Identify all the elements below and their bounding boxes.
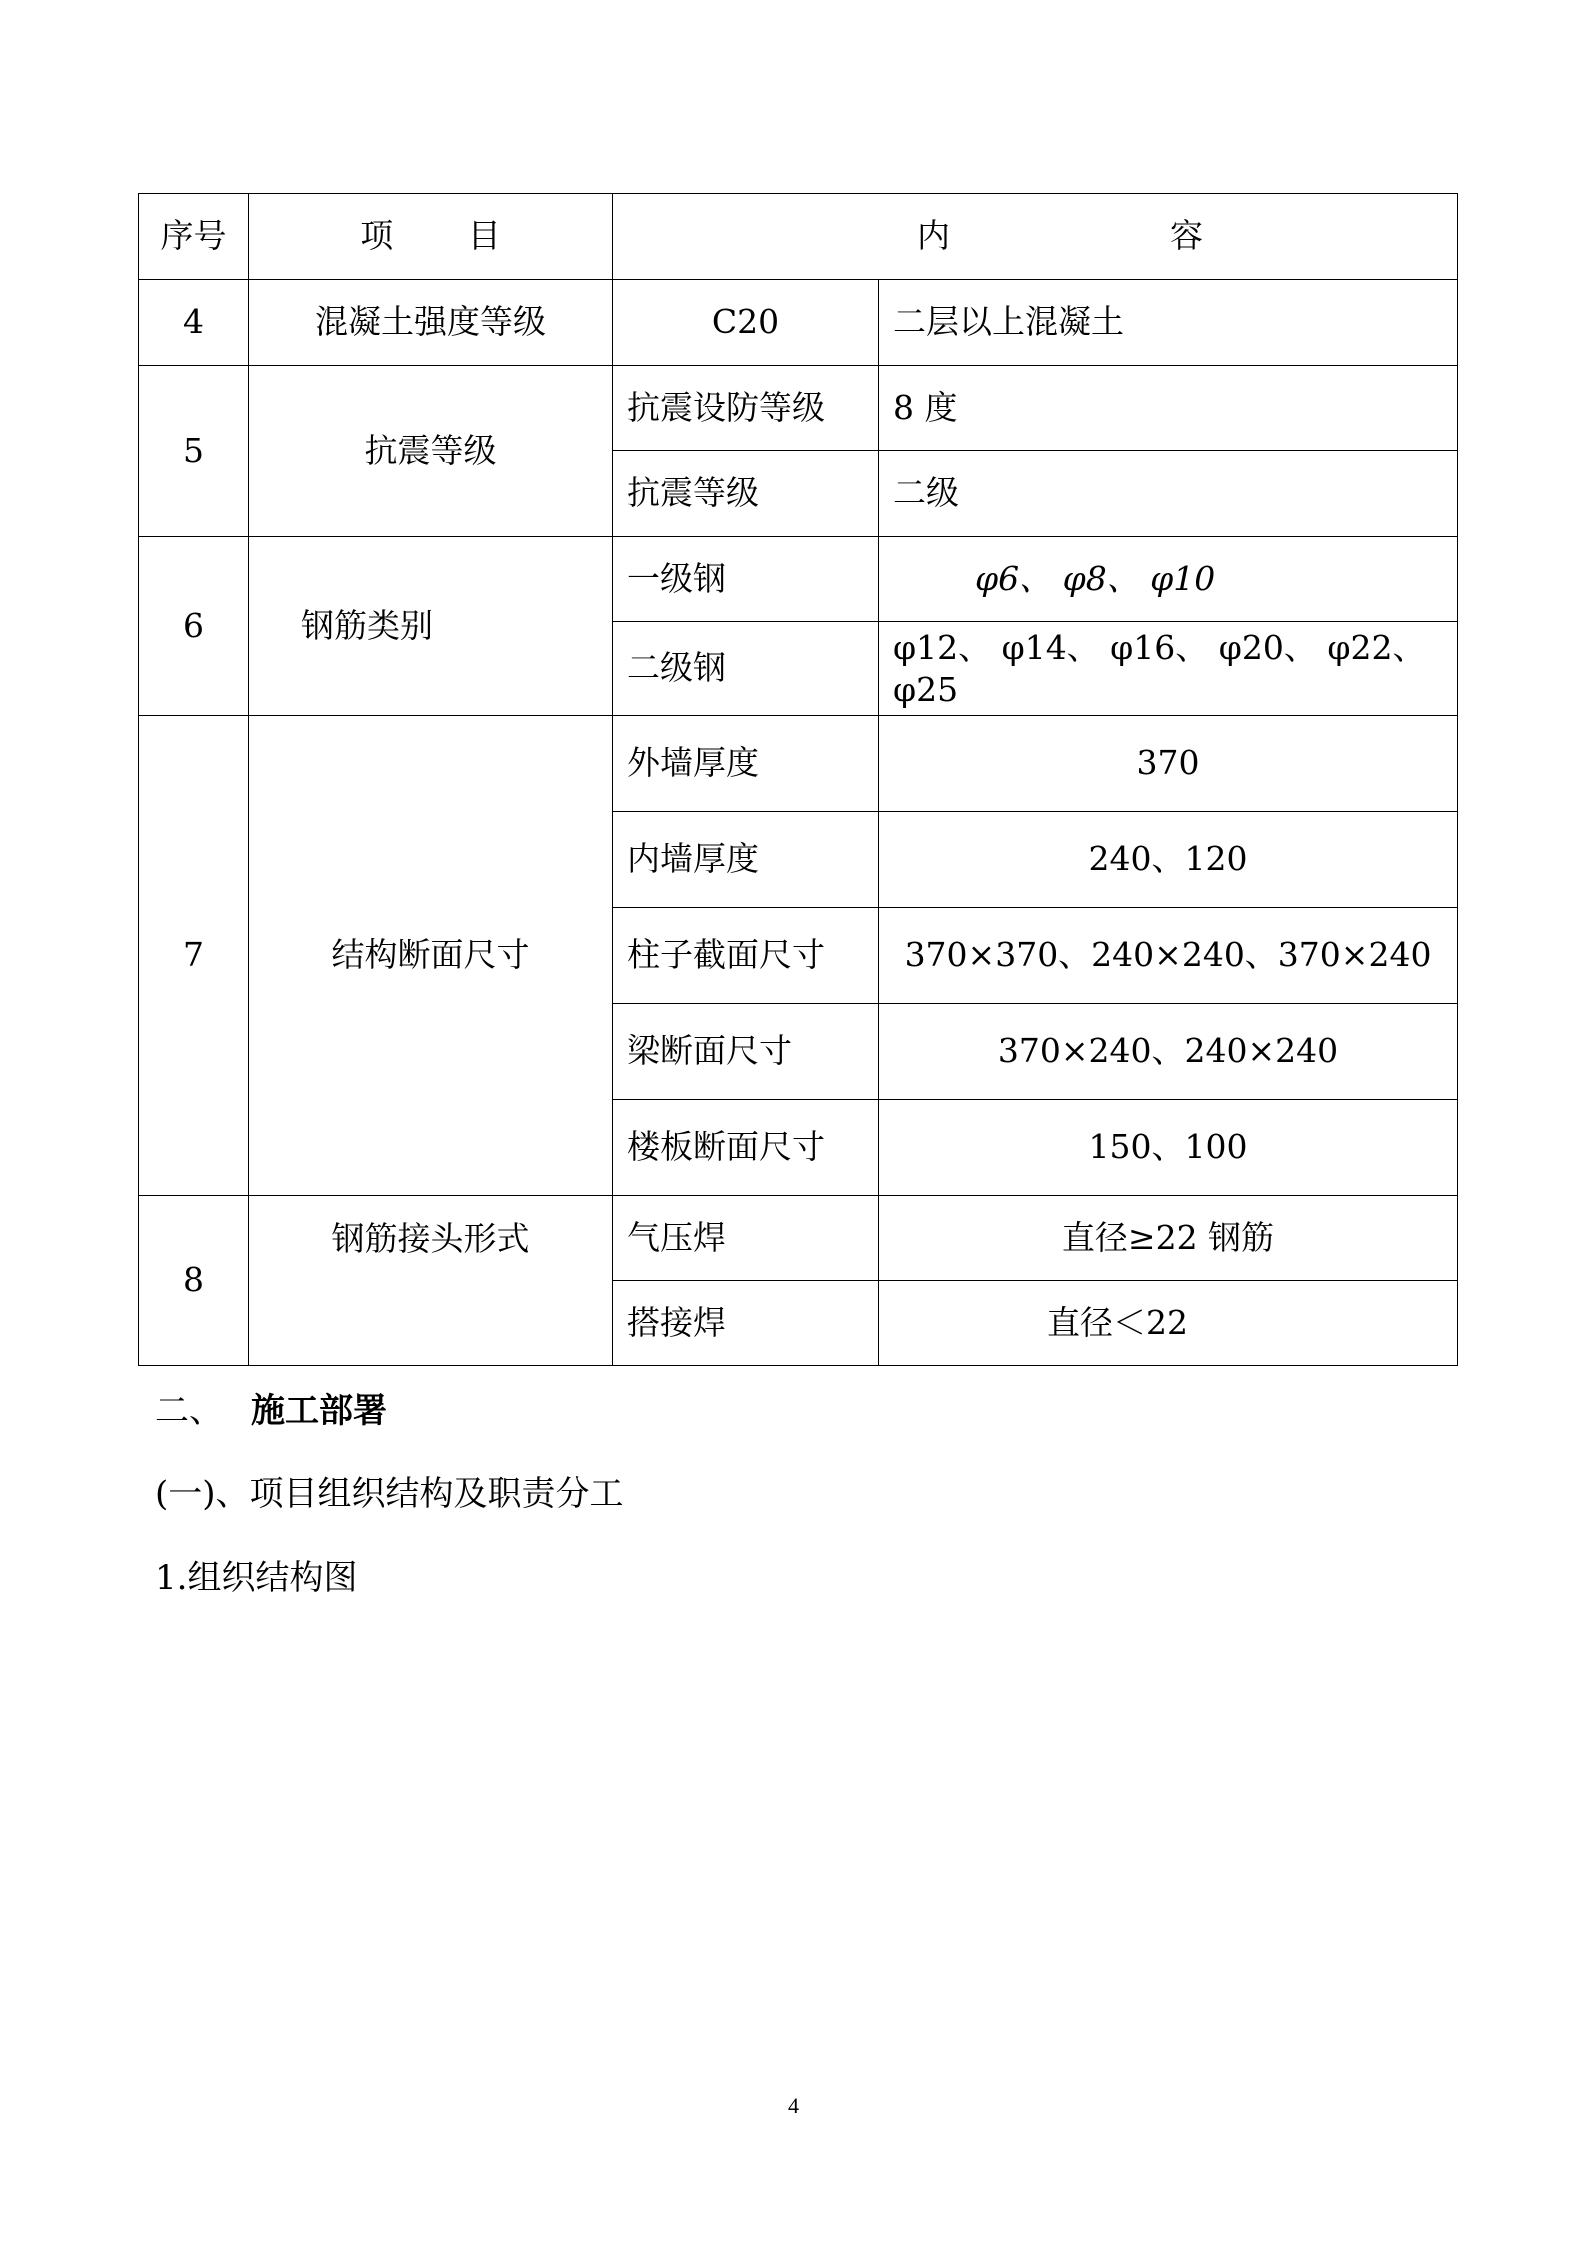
row-content: 直径＜22 xyxy=(879,1281,1458,1366)
row-sub: 一级钢 xyxy=(613,537,879,622)
table-row xyxy=(139,537,1458,622)
row-seq: 6 xyxy=(139,537,249,716)
row-sub: C20 xyxy=(613,280,879,366)
row-item: 结构断面尺寸 xyxy=(249,716,613,1196)
subsubsection-heading: 1.组织结构图 xyxy=(155,1558,358,1598)
row-sub: 柱子截面尺寸 xyxy=(613,908,879,1004)
spec-table xyxy=(138,193,1458,1366)
row-sub: 搭接焊 xyxy=(613,1281,879,1366)
row-item: 抗震等级 xyxy=(249,366,613,537)
header-item-b: 目 xyxy=(467,216,501,256)
row-item: 混凝土强度等级 xyxy=(249,280,613,366)
row-item: 钢筋类别 xyxy=(249,537,613,716)
row-content: 370×240、240×240 xyxy=(879,1004,1458,1100)
row-content: 直径≥22 钢筋 xyxy=(879,1196,1458,1281)
row-sub: 外墙厚度 xyxy=(613,716,879,812)
page-number: 4 xyxy=(788,2093,799,2118)
row-seq: 5 xyxy=(139,366,249,537)
row-item: 钢筋接头形式 xyxy=(249,1196,613,1366)
table-header-row xyxy=(139,194,1458,280)
row-content: 二层以上混凝土 xyxy=(879,280,1458,366)
header-content-a: 内 xyxy=(917,216,950,256)
row-content: 二级 xyxy=(879,451,1458,537)
row-content: 150、100 xyxy=(879,1100,1458,1196)
rebar-grade2-list: φ12、 φ14、 φ16、 φ20、 φ22、 φ25 xyxy=(893,628,1426,709)
row-seq: 7 xyxy=(139,716,249,1196)
section-heading xyxy=(155,1383,387,1432)
header-item-a: 项 xyxy=(360,216,394,256)
row-content: 370×370、240×240、370×240 xyxy=(879,908,1458,1004)
header-item xyxy=(249,194,613,280)
row-sub: 抗震等级 xyxy=(613,451,879,537)
row-seq: 8 xyxy=(139,1196,249,1366)
rebar-grade1-list: φ6、 φ8、 φ10 xyxy=(975,558,1216,598)
row-content xyxy=(879,537,1458,622)
row-sub: 内墙厚度 xyxy=(613,812,879,908)
row-content: 8 度 xyxy=(879,366,1458,451)
subsection-heading: (一)、项目组织结构及职责分工 xyxy=(155,1474,624,1514)
header-seq: 序号 xyxy=(139,194,249,280)
table-row xyxy=(139,366,1458,451)
table-row xyxy=(139,716,1458,812)
row-sub: 抗震设防等级 xyxy=(613,366,879,451)
table-row xyxy=(139,1196,1458,1281)
row-sub: 二级钢 xyxy=(613,622,879,716)
row-sub: 气压焊 xyxy=(613,1196,879,1281)
row-content: 240、120 xyxy=(879,812,1458,908)
row-seq: 4 xyxy=(139,280,249,366)
section-number: 二、 xyxy=(155,1391,223,1431)
table-row xyxy=(139,280,1458,366)
header-content xyxy=(613,194,1458,280)
row-content: 370 xyxy=(879,716,1458,812)
section-title: 施工部署 xyxy=(251,1391,387,1431)
row-sub: 楼板断面尺寸 xyxy=(613,1100,879,1196)
row-content xyxy=(879,622,1458,716)
header-content-b: 容 xyxy=(1170,216,1203,256)
row-sub: 梁断面尺寸 xyxy=(613,1004,879,1100)
